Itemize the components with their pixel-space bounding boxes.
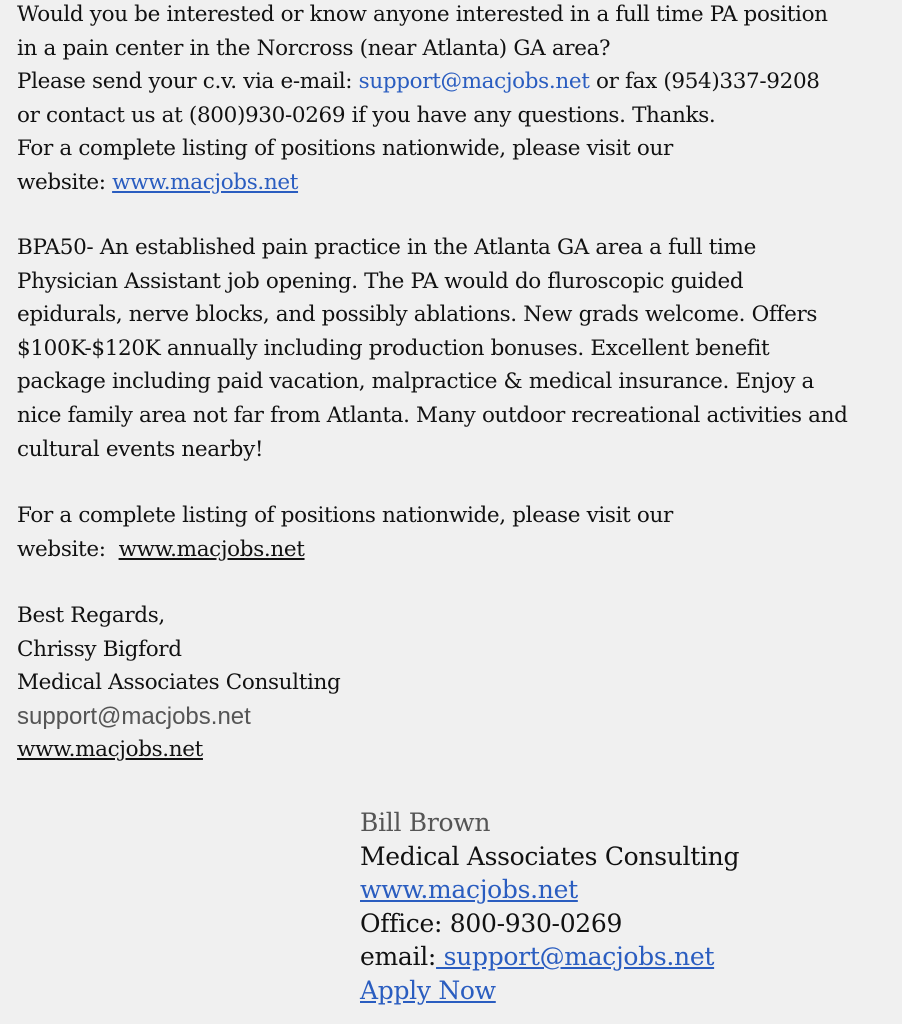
job-line: cultural events nearby!	[17, 436, 264, 462]
signature-bill	[360, 806, 739, 1008]
sender-email: support@macjobs.net	[17, 702, 251, 730]
website-link[interactable]: www.macjobs.net	[118, 536, 305, 562]
sender-website-line	[17, 733, 340, 767]
signer-website-link[interactable]: www.macjobs.net	[360, 875, 578, 905]
job-line: $100K-$120K annually including production bonuses. Excellent benefit	[17, 335, 770, 361]
job-line: BPA50- An established pain practice in the Atlanta GA area a full time	[17, 235, 756, 260]
signature-chrissy	[17, 599, 340, 767]
signer-office-phone: Office: 800-930-0269	[360, 908, 623, 938]
listing-paragraph	[17, 499, 673, 566]
signer-company: Medical Associates Consulting	[360, 841, 740, 871]
signer-email-line	[360, 940, 739, 974]
job-line: Physician Assistant job opening. The PA would do fluroscopic guided	[17, 268, 744, 294]
intro-text: Please send your c.v. via e-mail:	[17, 69, 359, 95]
intro-line: or contact us at (800)930-0269 if you have any questions. Thanks.	[17, 102, 716, 128]
intro-line	[17, 65, 828, 99]
job-line: package including paid vacation, malpractice & medical insurance. Enjoy a	[17, 369, 814, 395]
listing-line: For a complete listing of positions nationwide, please visit our	[17, 503, 673, 528]
closing: Best Regards,	[17, 603, 165, 628]
email-link[interactable]: support@macjobs.net	[358, 69, 590, 95]
website-label: website:	[17, 536, 119, 562]
apply-line	[360, 974, 739, 1008]
apply-now-link[interactable]: Apply Now	[360, 975, 496, 1005]
intro-line: in a pain center in the Norcross (near Atlanta) GA area?	[17, 35, 611, 61]
sender-name: Chrissy Bigford	[17, 636, 182, 662]
signer-email-link[interactable]: support@macjobs.net	[436, 942, 715, 972]
signer-name: Bill Brown	[360, 808, 491, 837]
email-label: email:	[360, 942, 437, 972]
listing-line	[17, 533, 673, 567]
signer-website-line	[360, 873, 739, 907]
sender-company: Medical Associates Consulting	[17, 670, 341, 696]
sender-website-link[interactable]: www.macjobs.net	[17, 737, 203, 763]
intro-line: Would you be interested or know anyone interested in a full time PA position	[17, 2, 828, 27]
intro-paragraph	[17, 0, 828, 200]
fax-text: or fax (954)337-9208	[589, 69, 820, 95]
website-label: website:	[17, 169, 113, 195]
intro-line: For a complete listing of positions nationwide, please visit our	[17, 136, 673, 162]
job-description	[17, 231, 848, 466]
job-line: epidurals, nerve blocks, and possibly ablations. New grads welcome. Offers	[17, 302, 818, 328]
website-link[interactable]: www.macjobs.net	[112, 169, 299, 195]
job-line: nice family area not far from Atlanta. Many outdoor recreational activities and	[17, 402, 848, 428]
intro-line	[17, 166, 828, 200]
